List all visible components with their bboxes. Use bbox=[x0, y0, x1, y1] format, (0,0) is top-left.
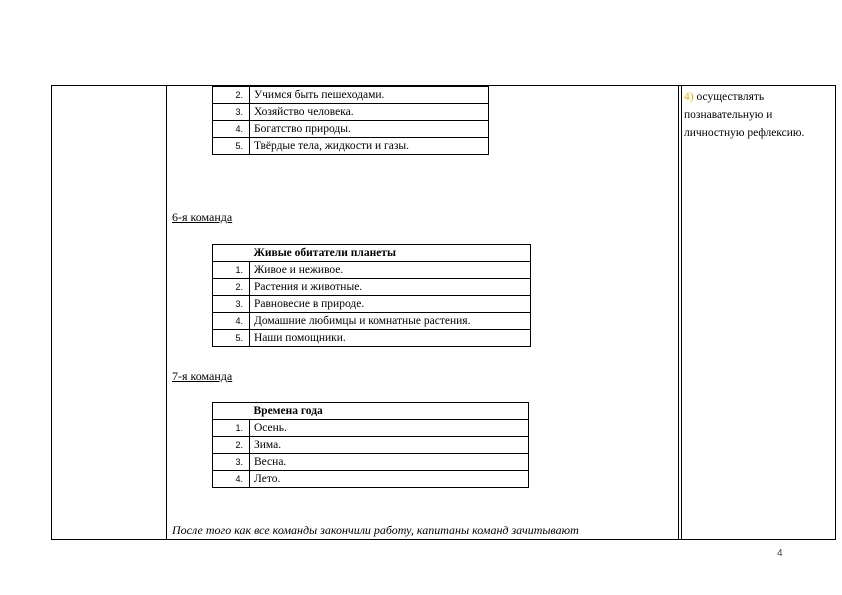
row-text: Учимся быть пешеходами. bbox=[250, 87, 489, 104]
team-6-label: 6-я команда bbox=[172, 210, 233, 224]
row-number: 3. bbox=[213, 104, 250, 121]
table-row bbox=[213, 454, 529, 471]
row-text: Лето. bbox=[250, 471, 529, 488]
table-title: Времена года bbox=[250, 403, 529, 420]
table-row bbox=[213, 279, 531, 296]
table-row bbox=[213, 262, 531, 279]
row-text: Богатство природы. bbox=[250, 121, 489, 138]
table-row bbox=[213, 138, 489, 155]
table-row bbox=[213, 296, 531, 313]
row-number: 2. bbox=[213, 279, 250, 296]
row-text: Живое и неживое. bbox=[250, 262, 531, 279]
row-text: Зима. bbox=[250, 437, 529, 454]
team-7-table bbox=[212, 402, 529, 488]
row-number: 4. bbox=[213, 121, 250, 138]
goal-description: осуществлять познавательную и личностную рефлексию. bbox=[684, 91, 805, 139]
table-row bbox=[213, 313, 531, 330]
table-row bbox=[213, 420, 529, 437]
table-header-row bbox=[213, 403, 529, 420]
table-row bbox=[213, 121, 489, 138]
table-row bbox=[213, 471, 529, 488]
row-text: Равновесие в природе. bbox=[250, 296, 531, 313]
row-number: 4. bbox=[213, 471, 250, 488]
table-header-row bbox=[213, 245, 531, 262]
row-text: Осень. bbox=[250, 420, 529, 437]
column-divider bbox=[681, 85, 682, 540]
instruction-text: После того как все команды закончили работу, капитаны команд зачитывают bbox=[172, 523, 579, 537]
table-title: Живые обитатели планеты bbox=[250, 245, 531, 262]
table-row bbox=[213, 104, 489, 121]
row-number: 1. bbox=[213, 262, 250, 279]
row-text: Растения и животные. bbox=[250, 279, 531, 296]
column-divider bbox=[166, 85, 167, 540]
team-6-table bbox=[212, 244, 531, 347]
row-number: 1. bbox=[213, 420, 250, 437]
row-number: 5. bbox=[213, 330, 250, 347]
table-row bbox=[213, 437, 529, 454]
row-text: Хозяйство человека. bbox=[250, 104, 489, 121]
page-number: 4 bbox=[777, 548, 783, 559]
team-7-label: 7-я команда bbox=[172, 369, 233, 383]
row-text: Наши помощники. bbox=[250, 330, 531, 347]
row-text: Весна. bbox=[250, 454, 529, 471]
list-marker: 4) bbox=[684, 91, 694, 103]
goal-text bbox=[684, 88, 832, 142]
row-number: 3. bbox=[213, 454, 250, 471]
row-number: 2. bbox=[213, 437, 250, 454]
topics-table-continued bbox=[212, 86, 489, 155]
table-row bbox=[213, 330, 531, 347]
row-number: 5. bbox=[213, 138, 250, 155]
row-text: Домашние любимцы и комнатные растения. bbox=[250, 313, 531, 330]
row-number: 3. bbox=[213, 296, 250, 313]
row-number: 2. bbox=[213, 87, 250, 104]
row-number: 4. bbox=[213, 313, 250, 330]
row-text: Твёрдые тела, жидкости и газы. bbox=[250, 138, 489, 155]
table-row bbox=[213, 87, 489, 104]
column-divider bbox=[678, 85, 679, 540]
